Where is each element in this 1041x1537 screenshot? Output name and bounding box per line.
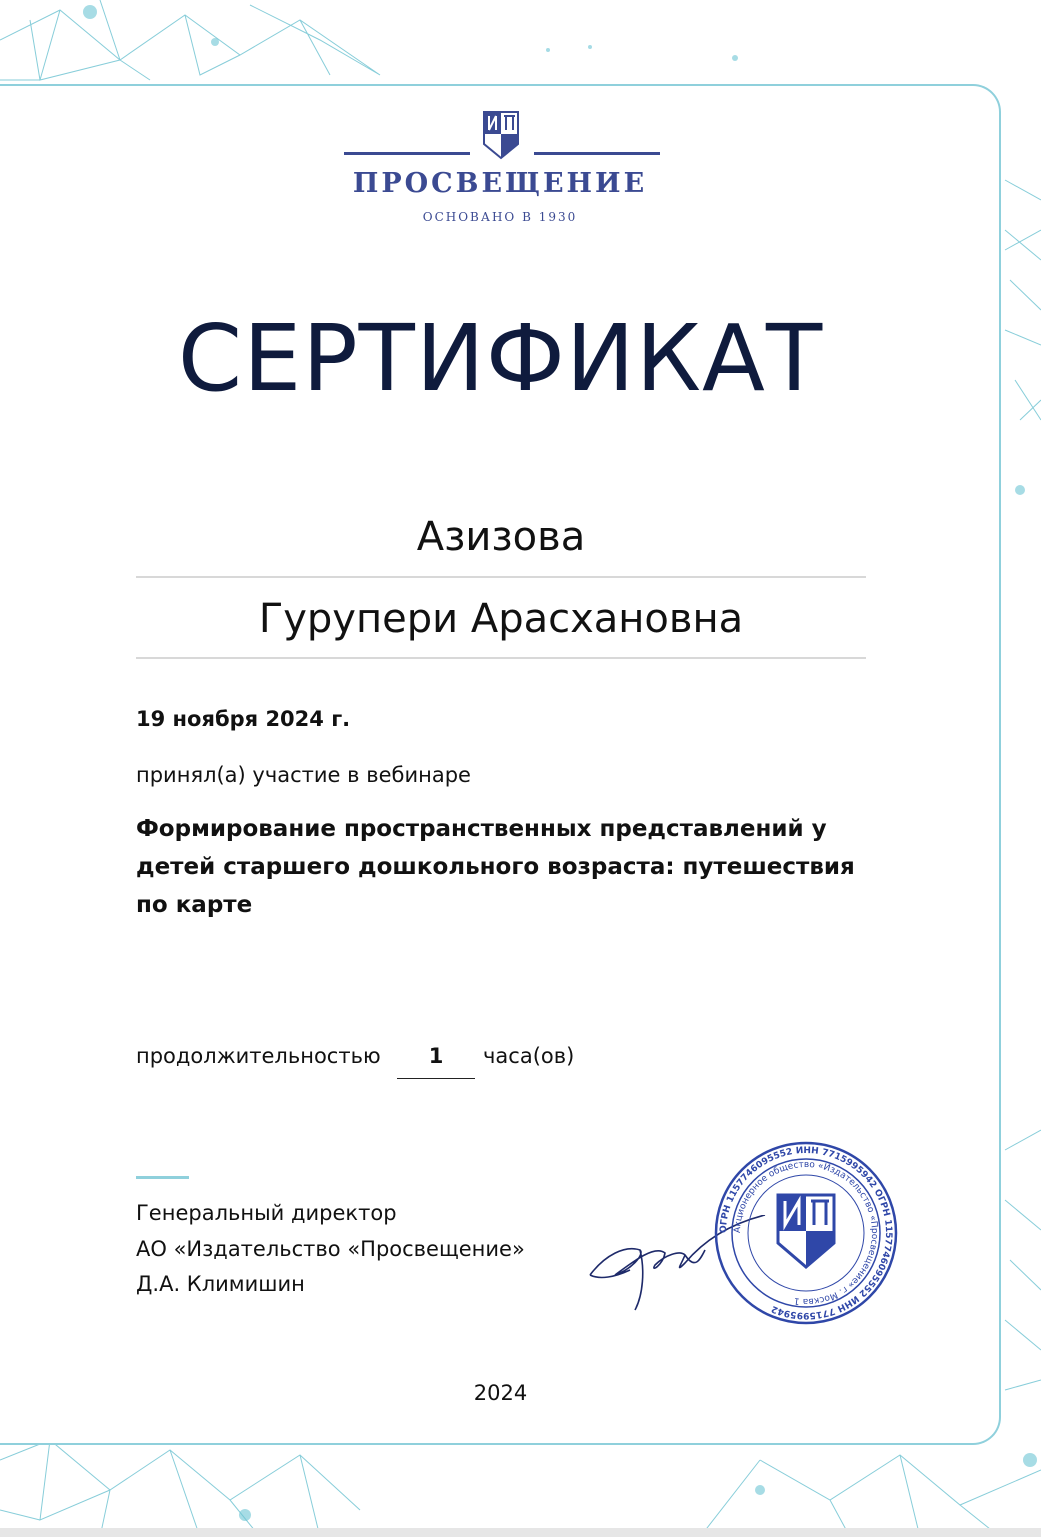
bottom-strip bbox=[0, 1528, 1041, 1537]
seal-inner-text: Акционерное общество «Издательство «Просвещение» г. Москва 1 bbox=[732, 1159, 880, 1307]
publisher-name: ПРОСВЕЩЕНИЕ bbox=[352, 168, 648, 199]
name-divider-2 bbox=[136, 657, 866, 659]
signer-position: Генеральный директор bbox=[136, 1201, 397, 1225]
signer-block bbox=[136, 1196, 525, 1303]
duration-underline bbox=[397, 1078, 475, 1079]
logo-rule-left bbox=[344, 152, 470, 155]
certificate-year: 2024 bbox=[473, 1381, 528, 1405]
participation-text: принял(а) участие в вебинаре bbox=[136, 763, 471, 787]
duration-value: 1 bbox=[428, 1044, 444, 1068]
company-seal bbox=[713, 1140, 899, 1326]
event-date: 19 ноября 2024 г. bbox=[136, 707, 351, 731]
publisher-founded: ОСНОВАНО В 1930 bbox=[422, 210, 578, 224]
duration-unit: часа(ов) bbox=[483, 1044, 575, 1068]
signer-name: Д.А. Климишин bbox=[136, 1272, 305, 1296]
name-divider-1 bbox=[136, 576, 866, 578]
webinar-title: Формирование пространственных представлений у детей старшего дошкольного возраста: путешествия по карте bbox=[136, 816, 855, 918]
seal-outer-text: ОГРН 1157746095552 ИНН 7715995942 ОГРН 1157746095552 ИНН 7715995942 bbox=[718, 1145, 894, 1321]
logo-rule-right bbox=[534, 152, 660, 155]
recipient-last-name: Азизова bbox=[416, 514, 586, 560]
signer-organization: АО «Издательство «Просвещение» bbox=[136, 1236, 525, 1261]
signer-accent-bar bbox=[136, 1176, 189, 1179]
publisher-emblem-icon bbox=[482, 110, 520, 160]
certificate-title: СЕРТИФИКАТ bbox=[177, 305, 824, 412]
publisher-logo bbox=[340, 110, 660, 230]
recipient-first-names: Гурупери Арасхановна bbox=[258, 596, 744, 642]
duration-prefix: продолжительностью bbox=[136, 1044, 381, 1068]
